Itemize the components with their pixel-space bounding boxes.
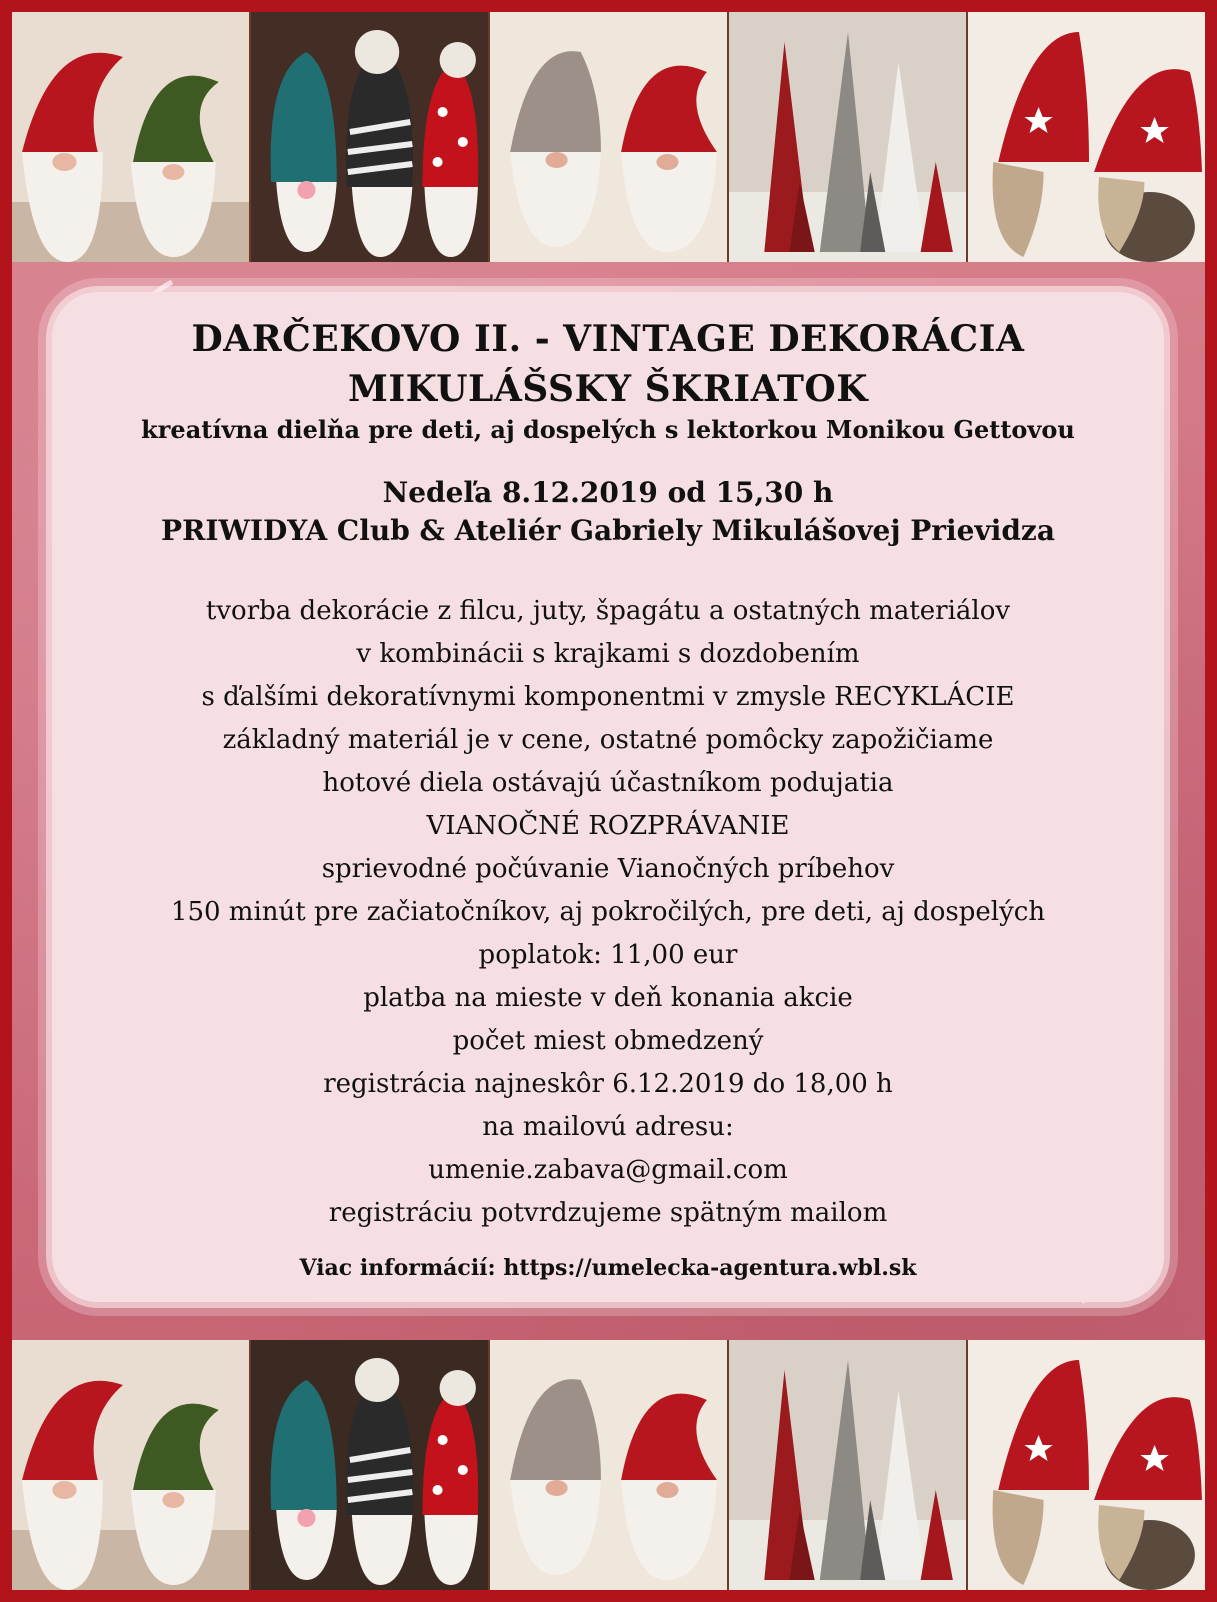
detail-line: platba na mieste v deň konania akcie <box>363 983 853 1013</box>
detail-line: na mailovú adresu: <box>482 1112 734 1142</box>
gnome-photo-felt-cones <box>727 12 966 262</box>
detail-line: 150 minút pre začiatočníkov, aj pokročilých, pre deti, aj dospelých <box>170 897 1046 927</box>
detail-line: sprievodné počúvanie Vianočných príbehov <box>321 854 895 884</box>
detail-line: základný materiál je v cene, ostatné pomôcky zapožičiame <box>222 725 994 755</box>
flyer-text <box>52 292 1164 1305</box>
title-line-1: DARČEKOVO II. - VINTAGE DEKORÁCIA <box>191 318 1025 360</box>
gnome-photo-red-green <box>12 12 249 262</box>
gnome-photo-star-hats <box>966 1340 1205 1590</box>
detail-line: tvorba dekorácie z filcu, juty, špagátu a ostatných materiálov <box>205 596 1011 626</box>
gnome-photo-star-hats <box>966 12 1205 262</box>
detail-line: registrácia najneskôr 6.12.2019 do 18,00 h <box>323 1069 893 1099</box>
detail-line: hotové diela ostávajú účastníkom podujatia <box>322 768 894 798</box>
gnome-photo-grey-red <box>488 12 727 262</box>
detail-line: poplatok: 11,00 eur <box>478 940 738 970</box>
gnome-photo-strip-bottom <box>12 1340 1205 1590</box>
detail-line: VIANOČNÉ ROZPRÁVANIE <box>426 811 790 841</box>
detail-line: počet miest obmedzený <box>452 1026 764 1056</box>
gnome-photo-knitted <box>249 1340 488 1590</box>
email-address[interactable]: umenie.zabava@gmail.com <box>428 1155 788 1185</box>
subtitle: kreatívna dielňa pre deti, aj dospelých s lektorkou Monikou Gettovou <box>141 415 1075 444</box>
detail-line: registráciu potvrdzujeme spätným mailom <box>328 1198 888 1228</box>
gnome-photo-strip-top <box>12 12 1205 262</box>
event-venue: PRIWIDYA Club & Ateliér Gabriely Mikulášovej Prievidza <box>161 514 1055 547</box>
title-line-2: MIKULÁŠSKY ŠKRIATOK <box>347 368 869 410</box>
gnome-photo-grey-red <box>488 1340 727 1590</box>
detail-line: v kombinácii s krajkami s dozdobením <box>356 639 860 669</box>
gnome-photo-felt-cones <box>727 1340 966 1590</box>
event-date-time: Nedeľa 8.12.2019 od 15,30 h <box>382 476 834 509</box>
event-details <box>52 590 1164 1235</box>
gnome-photo-red-green <box>12 1340 249 1590</box>
flyer-panel <box>12 262 1205 1340</box>
gnome-photo-knitted <box>249 12 488 262</box>
detail-line: s ďalšími dekoratívnymi komponentmi v zmysle RECYKLÁCIE <box>201 682 1015 712</box>
more-info-link[interactable]: Viac informácií: https://umelecka-agentura.wbl.sk <box>299 1255 917 1281</box>
